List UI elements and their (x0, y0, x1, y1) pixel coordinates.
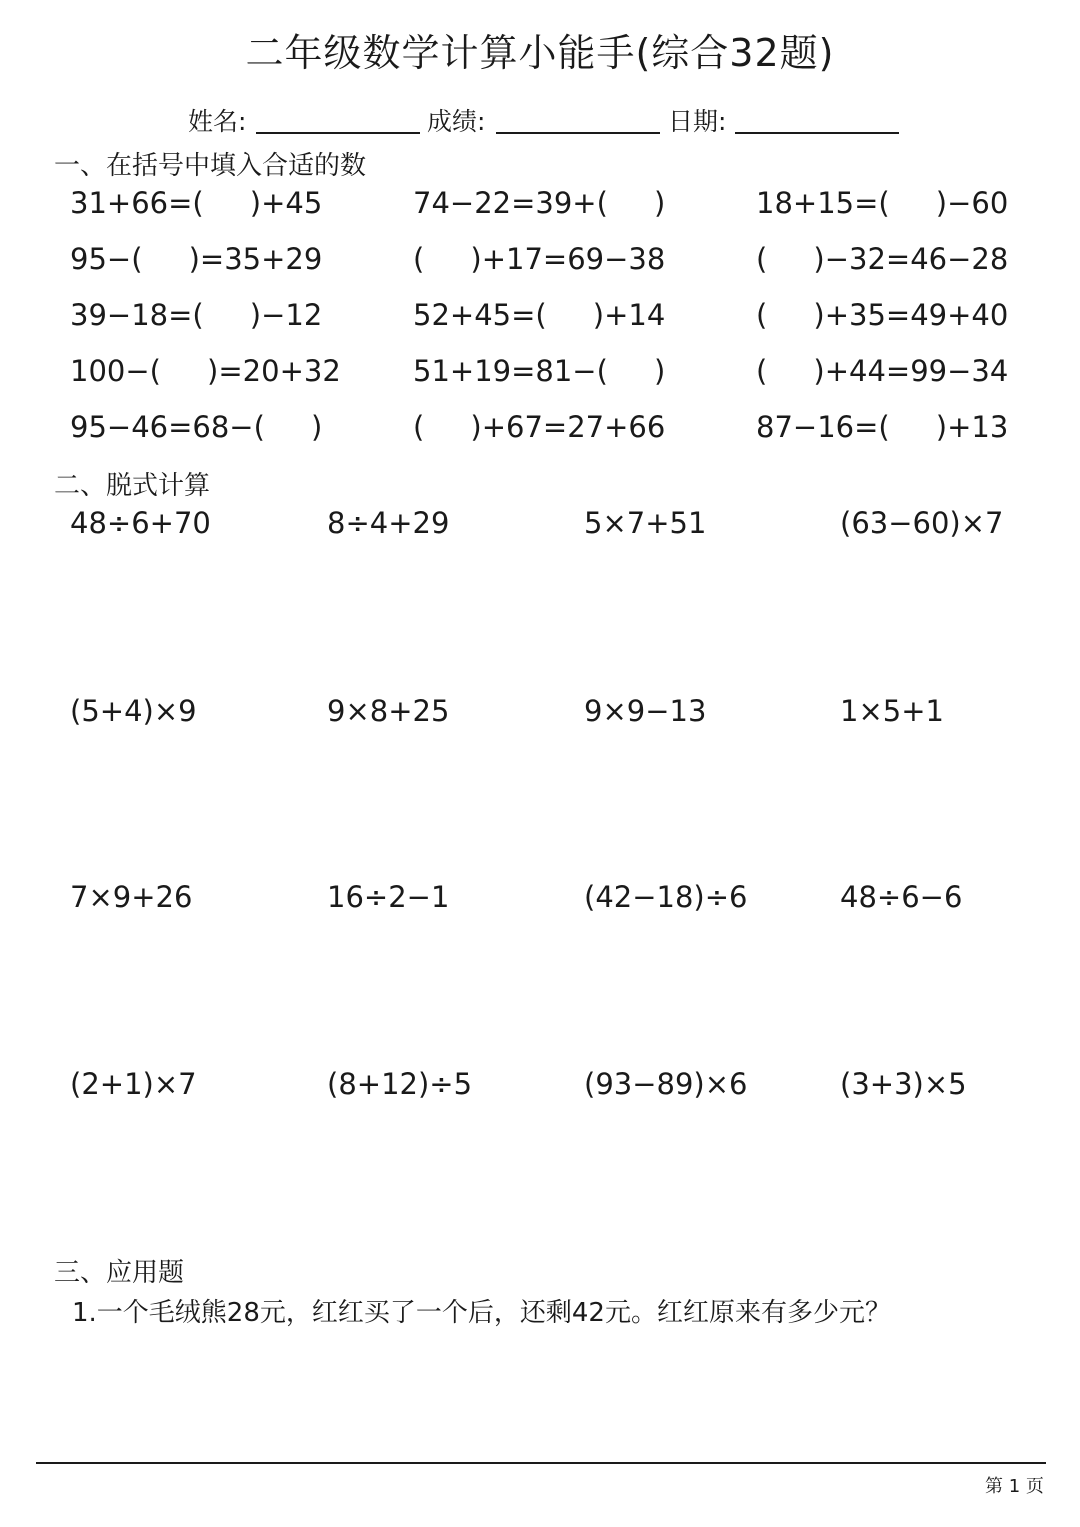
worksheet-title: 二年级数学计算小能手(综合32题) (245, 31, 835, 75)
calc-expression: (3+3)×5 (840, 1067, 967, 1101)
calc-expression: 48÷6+70 (70, 506, 211, 540)
fill-blank-equation: ( )+44=99−34 (756, 354, 1009, 388)
calc-expression: 7×9+26 (70, 880, 193, 914)
calc-expression: 48÷6−6 (840, 880, 963, 914)
fill-blank-equation: 31+66=( )+45 (70, 186, 323, 220)
fill-blank-equation: 51+19=81−( ) (413, 354, 666, 388)
fill-blank-equation: 74−22=39+( ) (413, 186, 666, 220)
name-label: 姓名: (188, 107, 247, 136)
fill-blank-equation: 100−( )=20+32 (70, 354, 341, 388)
score-label: 成绩: (427, 107, 486, 136)
date-label: 日期: (668, 107, 727, 136)
calc-expression: 8÷4+29 (327, 506, 450, 540)
fill-blank-equation: 95−( )=35+29 (70, 242, 323, 276)
footer-divider (36, 1462, 1046, 1464)
date-blank[interactable] (735, 132, 899, 134)
fill-blank-equation: 52+45=( )+14 (413, 298, 666, 332)
calc-expression: 5×7+51 (584, 506, 707, 540)
fill-blank-equation: 18+15=( )−60 (756, 186, 1009, 220)
calc-expression: (8+12)÷5 (327, 1067, 473, 1101)
calc-expression: (5+4)×9 (70, 694, 197, 728)
calc-expression: (63−60)×7 (840, 506, 1004, 540)
section2-heading: 二、脱式计算 (54, 471, 211, 501)
score-blank[interactable] (496, 132, 660, 134)
calc-expression: 9×9−13 (584, 694, 707, 728)
fill-blank-equation: ( )+35=49+40 (756, 298, 1009, 332)
section1-heading: 一、在括号中填入合适的数 (54, 151, 367, 181)
calc-expression: (2+1)×7 (70, 1067, 197, 1101)
calc-expression: 1×5+1 (840, 694, 944, 728)
fill-blank-equation: 95−46=68−( ) (70, 410, 323, 444)
fill-blank-equation: ( )+67=27+66 (413, 410, 666, 444)
calc-expression: (93−89)×6 (584, 1067, 748, 1101)
word-problem: 1.一个毛绒熊28元，红红买了一个后，还剩42元。红红原来有多少元？ (72, 1298, 891, 1328)
name-blank[interactable] (256, 132, 420, 134)
fill-blank-equation: ( )−32=46−28 (756, 242, 1009, 276)
calc-expression: (42−18)÷6 (584, 880, 748, 914)
fill-blank-equation: 87−16=( )+13 (756, 410, 1009, 444)
calc-expression: 16÷2−1 (327, 880, 450, 914)
calc-expression: 9×8+25 (327, 694, 450, 728)
page-number: 第 1 页 (985, 1476, 1044, 1497)
section3-heading: 三、应用题 (54, 1258, 185, 1288)
fill-blank-equation: 39−18=( )−12 (70, 298, 323, 332)
fill-blank-equation: ( )+17=69−38 (413, 242, 666, 276)
